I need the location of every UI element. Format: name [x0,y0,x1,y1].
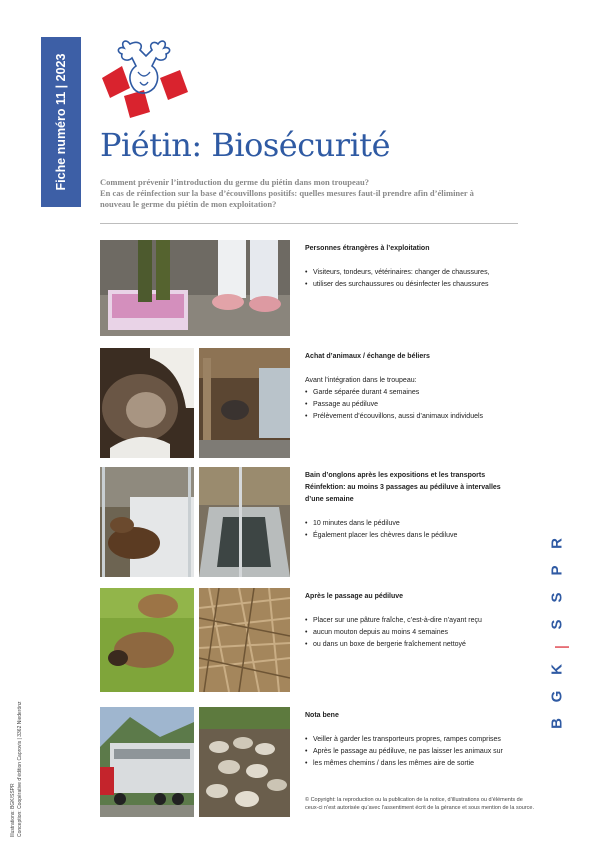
brand-letter: S [548,592,566,603]
photo-hoof-swab [100,348,194,458]
copyright-notice [305,797,547,812]
credits [10,637,50,837]
photo-sheep-exit-area [199,707,290,817]
section-footbath [305,470,545,542]
list-item: • 10 minutes dans le pédiluve [305,518,545,530]
list-item-text: utiliser des surchaussures ou désinfecter les chaussures [313,281,489,288]
list-item: • Visiteurs, tondeurs, vétérinaires: changer de chaussures, [305,267,545,279]
list-item: • Placer sur une pâture fraîche, c’est-à-dire n’ayant reçu [305,615,545,627]
list-item-continued [305,758,545,770]
list-item: • ou dans un boxe de bergerie fraîchement nettoyé [305,639,545,651]
page-title: Piétin: Biosécurité [100,126,391,164]
copyright-line: © Copyright: la reproduction ou la publication de la notice, d’illustrations ou d’éléments de [305,797,523,803]
photo-footbath-trough [199,467,290,577]
list-item: • Passage au pédiluve [305,399,545,411]
section-visitors [305,243,545,291]
bgk-sspr-brand [548,530,573,737]
section-heading: Personnes étrangères à l’exploitation [305,245,430,252]
section-intro: Avant l’intégration dans le troupeau: [305,377,417,384]
section-heading: Bain d’onglons après les expositions et les transports [305,472,486,479]
list-item: • Veiller à garder les transporteurs propres, rampes comprises [305,734,545,746]
brand-letter: R [548,538,566,549]
list-item: • Après le passage au pédiluve, ne pas laisser les animaux sur [305,746,545,758]
photo-sheep-pasture [100,588,194,692]
list-item-text: les mêmes chemins / dans les mêmes aire de sortie [313,760,475,767]
section-heading-line3: d’une semaine [305,496,354,503]
section-purchase [305,351,545,423]
fiche-sidebar [41,37,81,207]
brand-letter: G [548,690,566,703]
credits-illustrations: Illustrations: BGK/SSPR [10,783,16,837]
list-item-text: aucun mouton depuis au moins 4 semaines [313,629,449,636]
section-heading: Nota bene [305,712,339,719]
intro-questions [100,177,520,210]
list-item: • Garde séparée durant 4 semaines [305,387,545,399]
intro-line: En cas de réinfection sur la base d’écouvillons positifs: quelles mesures faut-il prendre afin d’éliminer à [100,188,474,198]
section-heading-line2: Réinfektion: au moins 3 passages au pédiluve à intervalles [305,484,501,491]
photo-fresh-bedding [199,588,290,692]
brand-letter: K [548,664,566,675]
bgk-logo [100,36,190,120]
photo-transport-truck [100,707,194,817]
brand-letter: B [548,718,566,729]
credits-conception: Conception: Coopérative d’édition Caprovis | 3362 Niederönz [17,701,23,837]
section-heading: Achat d’animaux / échange de béliers [305,353,430,360]
section-after-bath [305,591,545,651]
intro-line: Comment prévenir l’introduction du germe du piétin dans mon troupeau? [100,177,369,187]
photo-quarantine-pen [199,348,290,458]
intro-line: nouveau le germe du piétin de mon exploitation? [100,199,277,209]
divider [100,223,518,224]
brand-letter: P [548,565,566,576]
brand-letter: S [548,619,566,630]
brand-separator: | [553,645,570,649]
fiche-number: Fiche numéro 11 | 2023 [54,53,68,191]
section-nota-bene [305,710,545,770]
list-item-continued [305,627,545,639]
section-heading: Après le passage au pédiluve [305,593,404,600]
list-item: • Également placer les chèvres dans le pédiluve [305,530,545,542]
list-item-continued [305,279,545,291]
photo-sheep-footbath [100,467,194,577]
photo-boots-disinfection [100,240,290,336]
list-item: • Prélèvement d’écouvillons, aussi d’animaux individuels [305,411,545,423]
copyright-line: ceux-ci n’est autorisée qu’avec l’assentiment écrit de la gérance et sous mention de la source. [305,804,534,811]
